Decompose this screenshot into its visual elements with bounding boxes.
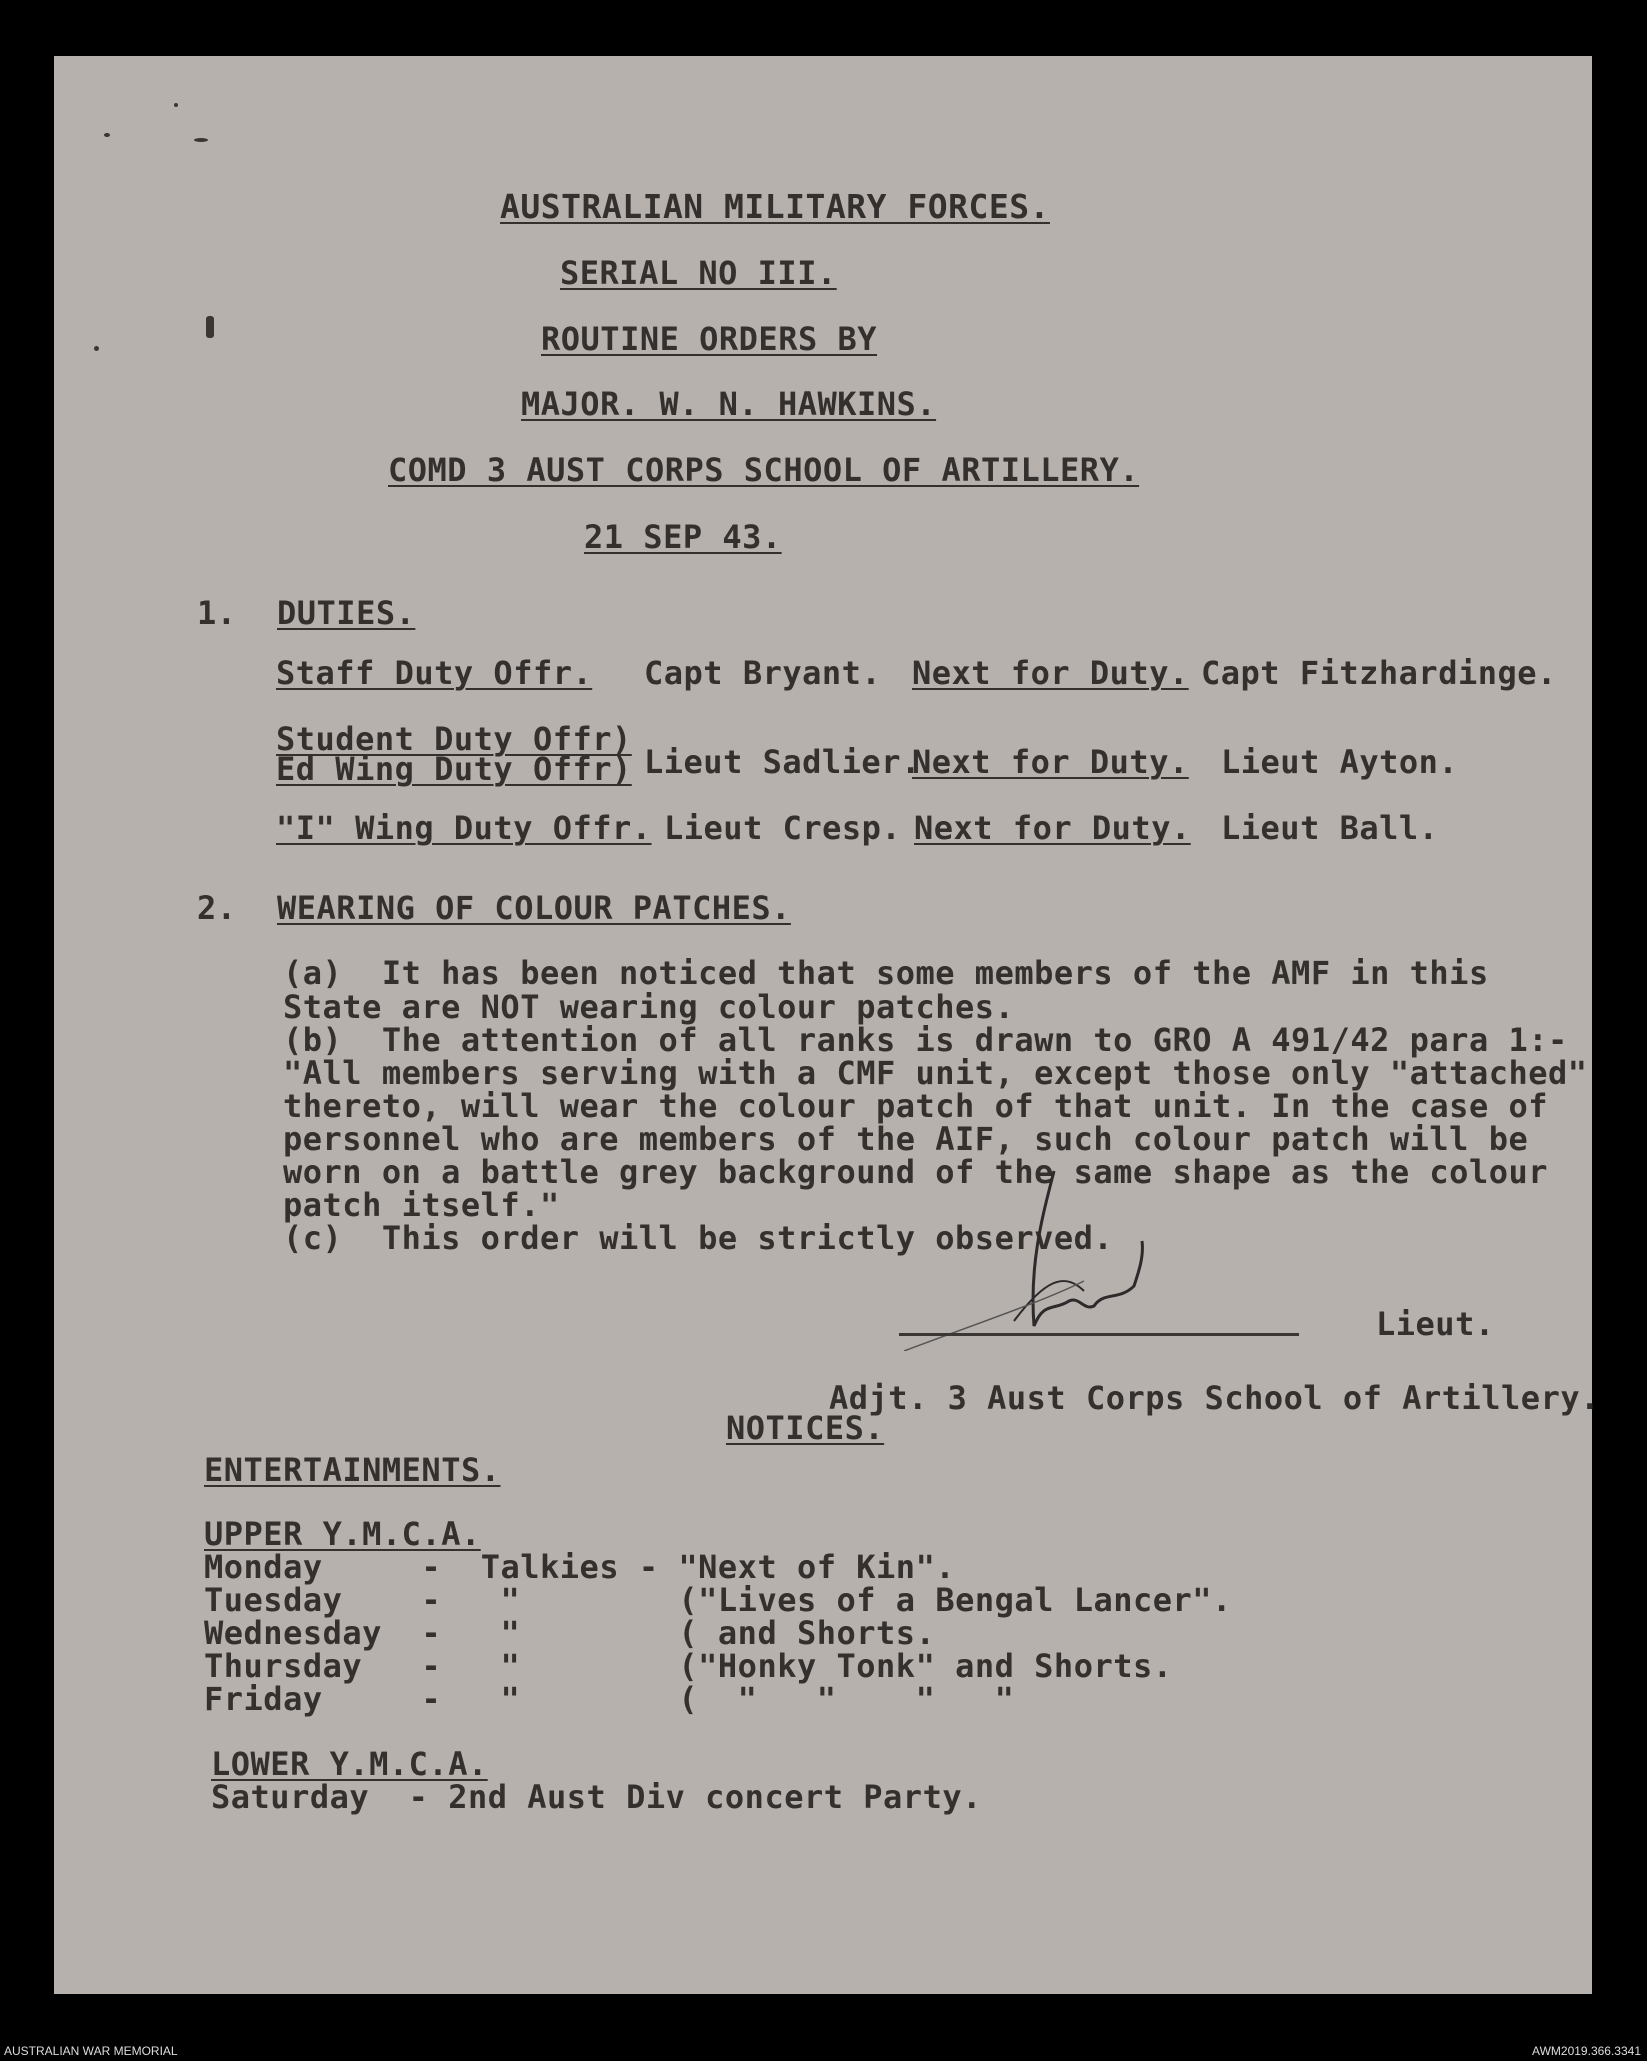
section-heading: DUTIES.	[277, 594, 416, 632]
paragraph-line: State are NOT wearing colour patches.	[283, 988, 1015, 1026]
duty-role: Staff Duty Offr.	[276, 654, 593, 692]
paragraph-line: worn on a battle grey background of the same shape as the colour	[283, 1153, 1548, 1191]
section-heading: WEARING OF COLOUR PATCHES.	[277, 889, 791, 927]
next-duty-officer: Lieut Ayton.	[1221, 743, 1459, 781]
paragraph-line: (a) It has been noticed that some members of the AMF in this	[283, 954, 1489, 992]
paragraph-line: (b) The attention of all ranks is drawn to GRO A 491/42 para 1:-	[283, 1021, 1568, 1059]
paper-mark	[104, 133, 110, 137]
duty-role: "I" Wing Duty Offr.	[276, 809, 652, 847]
section-number: 2.	[197, 889, 237, 927]
schedule-row: Monday - Talkies - "Next of Kin".	[204, 1548, 956, 1586]
section-number: 1.	[197, 594, 237, 632]
schedule-row: Saturday - 2nd Aust Div concert Party.	[211, 1778, 982, 1816]
signature-mark	[894, 1151, 1254, 1351]
duty-role: Ed Wing Duty Offr)	[276, 750, 632, 788]
notices-heading: NOTICES.	[726, 1409, 885, 1447]
schedule-row: Tuesday - " ("Lives of a Bengal Lancer".	[204, 1581, 1232, 1619]
routine-orders-heading: ROUTINE ORDERS BY	[541, 320, 878, 358]
command-title: COMD 3 AUST CORPS SCHOOL OF ARTILLERY.	[388, 451, 1140, 489]
duty-officer: Lieut Sadlier.	[644, 743, 921, 781]
next-for-duty-label: Next for Duty.	[914, 809, 1191, 847]
signature-line	[899, 1333, 1299, 1336]
duty-officer: Lieut Cresp.	[664, 809, 902, 847]
signatory-appointment: Adjt. 3 Aust Corps School of Artillery.	[829, 1379, 1600, 1417]
schedule-row: Friday - " ( " " " "	[204, 1680, 1015, 1718]
paragraph-line: (c) This order will be strictly observed.	[283, 1219, 1114, 1257]
paragraph-line: "All members serving with a CMF unit, except those only "attached"	[283, 1054, 1588, 1092]
document-page	[54, 56, 1600, 1994]
paragraph-line: personnel who are members of the AIF, such colour patch will be	[283, 1120, 1529, 1158]
paper-mark	[206, 316, 214, 338]
archive-credit: AUSTRALIAN WAR MEMORIAL	[4, 2044, 178, 2058]
document-title: AUSTRALIAN MILITARY FORCES.	[500, 187, 1050, 226]
serial-number: SERIAL NO III.	[560, 254, 837, 292]
paper-mark	[174, 103, 178, 107]
duty-officer: Capt Bryant.	[644, 654, 882, 692]
signatory-rank: Lieut.	[1376, 1305, 1495, 1343]
next-duty-officer: Capt Fitzhardinge.	[1201, 654, 1557, 692]
duty-role: Student Duty Offr)	[276, 720, 632, 758]
paper-mark	[194, 138, 208, 142]
archive-reference: AWM2019.366.3341	[1532, 2044, 1641, 2058]
entertainments-heading: ENTERTAINMENTS.	[204, 1451, 501, 1489]
schedule-row: Thursday - " ("Honky Tonk" and Shorts.	[204, 1647, 1173, 1685]
venue-heading: UPPER Y.M.C.A.	[204, 1515, 481, 1553]
paragraph-line: thereto, will wear the colour patch of that unit. In the case of	[283, 1087, 1548, 1125]
next-for-duty-label: Next for Duty.	[912, 654, 1189, 692]
next-for-duty-label: Next for Duty.	[912, 743, 1189, 781]
venue-heading: LOWER Y.M.C.A.	[211, 1745, 488, 1783]
paragraph-line: patch itself."	[283, 1186, 560, 1224]
paper-mark	[94, 346, 99, 351]
next-duty-officer: Lieut Ball.	[1221, 809, 1439, 847]
schedule-row: Wednesday - " ( and Shorts.	[204, 1614, 936, 1652]
issuing-officer: MAJOR. W. N. HAWKINS.	[521, 385, 937, 423]
order-date: 21 SEP 43.	[584, 518, 782, 556]
